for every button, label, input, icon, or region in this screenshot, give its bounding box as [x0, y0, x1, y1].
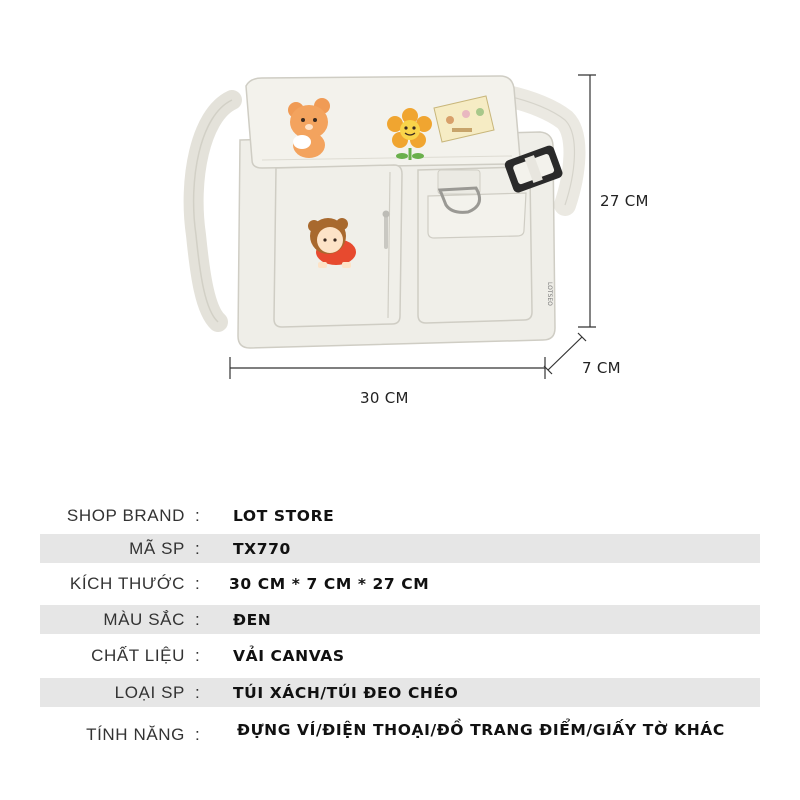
spec-key: SHOP BRAND	[66, 506, 185, 525]
spec-value: LOT STORE	[233, 507, 335, 525]
bag-side-tag: LOTSEO	[546, 282, 553, 306]
spec-colon: :	[195, 724, 200, 744]
spec-colon: :	[195, 609, 200, 629]
depth-label: 7 CM	[582, 359, 621, 377]
spec-value: VẢI CANVAS	[233, 647, 345, 665]
spec-row-brand	[40, 498, 760, 534]
spec-row-type	[40, 678, 760, 707]
spec-value: TX770	[233, 539, 291, 558]
bear-pin-icon	[288, 98, 330, 158]
spec-row-features	[40, 707, 760, 757]
spec-value: TÚI XÁCH/TÚI ĐEO CHÉO	[233, 683, 459, 702]
spec-key: MÃ SP	[129, 538, 185, 558]
spec-key: CHẤT LIỆU	[91, 646, 185, 665]
spec-value: 30 CM * 7 CM * 27 CM	[229, 575, 430, 593]
spec-colon: :	[195, 646, 200, 665]
spec-table	[40, 498, 760, 757]
height-dimension	[578, 75, 596, 327]
spec-key: LOẠI SP	[114, 682, 185, 702]
spec-row-material	[40, 634, 760, 678]
spec-row-sku	[40, 534, 760, 563]
spec-value: ĐEN	[233, 610, 272, 629]
spec-row-color	[40, 605, 760, 634]
spec-key: MÀU SẮC	[103, 609, 185, 629]
spec-colon: :	[195, 538, 200, 558]
shoulder-strap	[194, 100, 232, 322]
spec-key: KÍCH THƯỚC	[69, 574, 185, 593]
spec-row-size	[40, 563, 760, 605]
spec-key: TÍNH NĂNG	[86, 724, 185, 744]
spec-colon: :	[195, 574, 200, 593]
zipper-pull	[384, 215, 388, 249]
width-dimension	[230, 357, 545, 379]
spec-colon: :	[195, 682, 200, 702]
width-label: 30 CM	[360, 389, 409, 407]
height-label: 27 CM	[600, 192, 649, 210]
spec-value: ĐỰNG VÍ/ĐIỆN THOẠI/ĐỒ TRANG ĐIỂM/GIẤY TỜ KHÁC	[237, 720, 725, 739]
spec-colon: :	[195, 506, 200, 525]
